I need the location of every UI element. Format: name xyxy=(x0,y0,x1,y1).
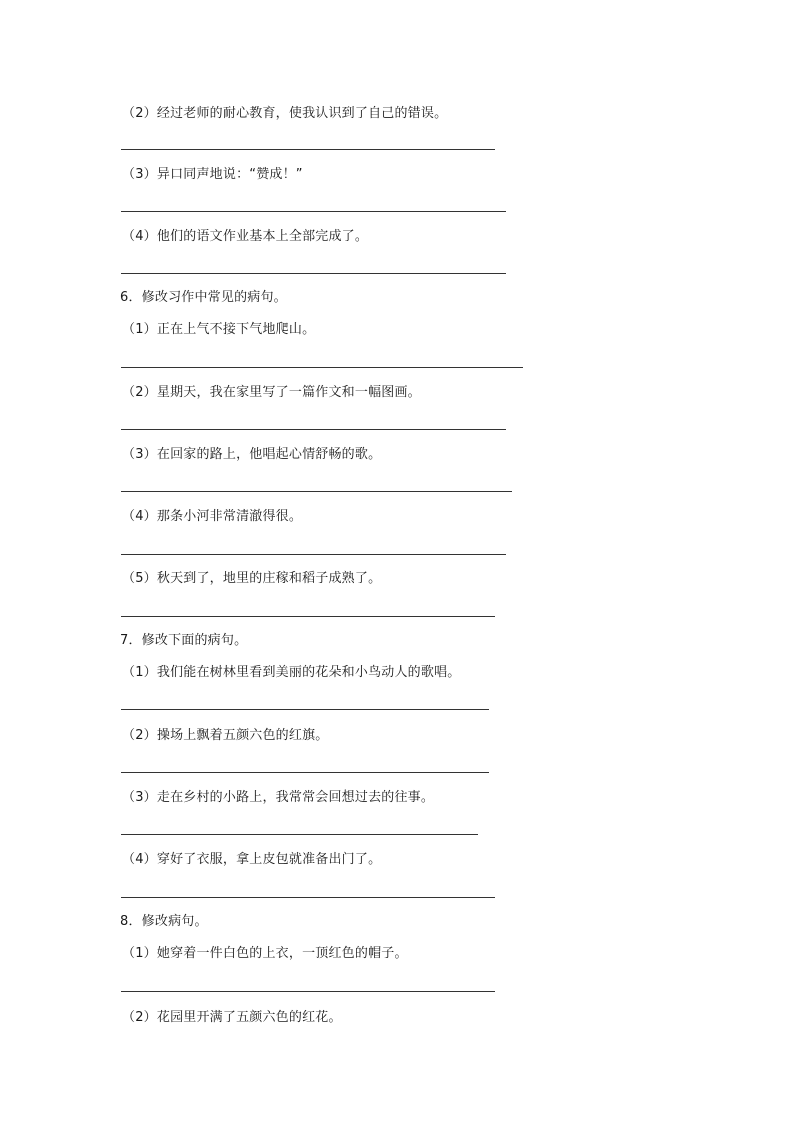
sentence-item: （3）走在乡村的小路上，我常常会回想过去的往事。 xyxy=(122,790,435,805)
sentence-item: （2）花园里开满了五颜六色的红花。 xyxy=(122,1010,342,1025)
answer-line[interactable] xyxy=(121,367,523,368)
answer-line[interactable] xyxy=(121,709,489,710)
sentence-item: （1）她穿着一件白色的上衣，一顶红色的帽子。 xyxy=(122,946,408,961)
question-heading: 6．修改习作中常见的病句。 xyxy=(120,290,287,305)
answer-line[interactable] xyxy=(121,834,478,835)
answer-line[interactable] xyxy=(121,149,495,150)
sentence-item: （1）我们能在树林里看到美丽的花朵和小鸟动人的歌唱。 xyxy=(122,665,461,680)
question-heading: 8．修改病句。 xyxy=(120,914,208,929)
sentence-item: （3）异口同声地说：“赞成！” xyxy=(122,167,303,182)
answer-line[interactable] xyxy=(121,772,489,773)
answer-line[interactable] xyxy=(121,897,495,898)
answer-line[interactable] xyxy=(121,429,506,430)
sentence-item: （4）那条小河非常清澈得很。 xyxy=(122,509,303,524)
sentence-item: （2）经过老师的耐心教育，使我认识到了自己的错误。 xyxy=(122,106,448,121)
sentence-item: （5）秋天到了，地里的庄稼和稻子成熟了。 xyxy=(122,571,382,586)
sentence-item: （4）他们的语文作业基本上全部完成了。 xyxy=(122,229,369,244)
answer-line[interactable] xyxy=(121,554,506,555)
sentence-item: （2）星期天，我在家里写了一篇作文和一幅图画。 xyxy=(122,385,421,400)
sentence-item: （2）操场上飘着五颜六色的红旗。 xyxy=(122,728,329,743)
sentence-item: （4）穿好了衣服，拿上皮包就准备出门了。 xyxy=(122,852,382,867)
answer-line[interactable] xyxy=(121,991,495,992)
sentence-item: （1）正在上气不接下气地爬山。 xyxy=(122,322,316,337)
answer-line[interactable] xyxy=(121,273,506,274)
question-heading: 7．修改下面的病句。 xyxy=(120,633,248,648)
answer-line[interactable] xyxy=(121,491,512,492)
answer-line[interactable] xyxy=(121,211,506,212)
answer-line[interactable] xyxy=(121,616,495,617)
sentence-item: （3）在回家的路上，他唱起心情舒畅的歌。 xyxy=(122,447,382,462)
